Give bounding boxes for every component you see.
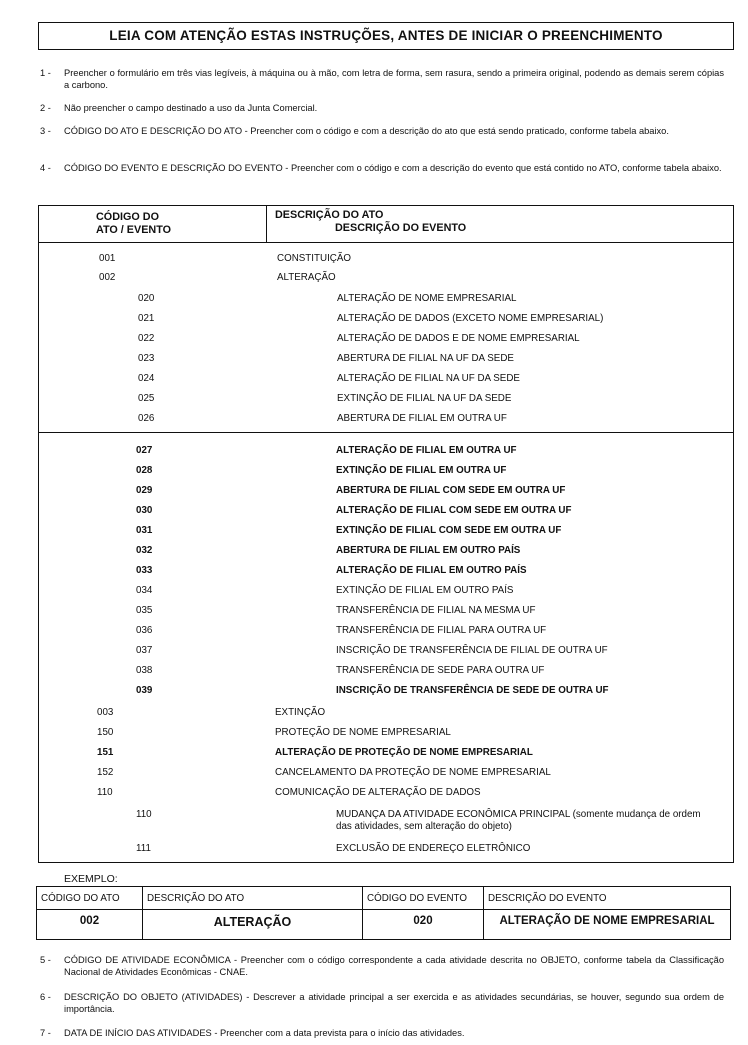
table-row <box>39 622 733 640</box>
table-row <box>39 370 733 388</box>
instruction-text: DATA DE INÍCIO DAS ATIVIDADES - Preencher com a data prevista para o início das atividades. <box>64 1028 465 1038</box>
instruction-number: 6 - <box>40 992 51 1002</box>
row-code: 028 <box>136 465 153 476</box>
row-description: INSCRIÇÃO DE TRANSFERÊNCIA DE SEDE DE OUTRA UF <box>336 685 609 696</box>
header-code-line2: ATO / EVENTO <box>96 224 171 236</box>
row-code: 020 <box>138 293 155 304</box>
example-header: DESCRIÇÃO DO ATO <box>147 893 245 904</box>
row-code: 001 <box>99 253 116 264</box>
instruction-text: Não preencher o campo destinado a uso da Junta Comercial. <box>64 103 318 113</box>
example-header: CÓDIGO DO ATO <box>41 893 120 904</box>
instruction-item <box>40 163 730 175</box>
row-description: EXTINÇÃO <box>275 707 326 718</box>
table-row <box>39 330 733 348</box>
row-description: EXCLUSÃO DE ENDEREÇO ELETRÔNICO <box>336 843 531 854</box>
example-header: DESCRIÇÃO DO EVENTO <box>488 893 607 904</box>
instruction-number: 4 - <box>40 163 51 173</box>
table-row <box>39 682 733 700</box>
table-row <box>39 784 733 802</box>
row-description: EXTINÇÃO DE FILIAL EM OUTRO PAÍS <box>336 585 514 596</box>
table-row <box>39 840 733 858</box>
row-code: 025 <box>138 393 155 404</box>
instruction-item <box>40 992 730 1015</box>
row-description: ABERTURA DE FILIAL COM SEDE EM OUTRA UF <box>336 485 566 496</box>
table-row <box>39 744 733 762</box>
table-row <box>39 390 733 408</box>
table-divider <box>39 432 733 433</box>
header-code-line1: CÓDIGO DO <box>96 211 159 223</box>
table-row <box>39 442 733 460</box>
table-row <box>39 350 733 368</box>
row-description: ALTERAÇÃO DE FILIAL EM OUTRO PAÍS <box>336 565 527 576</box>
instruction-item <box>40 103 730 115</box>
row-description: TRANSFERÊNCIA DE FILIAL PARA OUTRA UF <box>336 625 547 636</box>
row-description: TRANSFERÊNCIA DE FILIAL NA MESMA UF <box>336 605 536 616</box>
table-row <box>39 662 733 680</box>
example-col-code-ato <box>37 887 143 939</box>
instruction-text: CÓDIGO DO ATO E DESCRIÇÃO DO ATO - Preencher com o código e com a descrição do ato que está sendo praticado, conforme tabela abaixo. <box>64 126 669 136</box>
example-table <box>36 886 731 940</box>
header-desc <box>275 209 466 235</box>
row-code: 035 <box>136 605 153 616</box>
row-code: 150 <box>97 727 114 738</box>
row-code: 038 <box>136 665 153 676</box>
table-row <box>39 410 733 428</box>
table-row <box>39 764 733 782</box>
table-divider <box>39 242 733 243</box>
instruction-text: CÓDIGO DO EVENTO E DESCRIÇÃO DO EVENTO - Preencher com o código e com a descrição do evento que está contido no ATO, conforme tabela abaixo. <box>64 163 722 173</box>
table-row <box>39 250 733 268</box>
row-description: ALTERAÇÃO <box>277 272 336 283</box>
row-code: 027 <box>136 445 153 456</box>
page-title: LEIA COM ATENÇÃO ESTAS INSTRUÇÕES, ANTES DE INICIAR O PREENCHIMENTO <box>38 22 734 50</box>
header-desc-line1: DESCRIÇÃO DO ATO <box>275 209 384 221</box>
row-description: ALTERAÇÃO DE NOME EMPRESARIAL <box>337 293 517 304</box>
instruction-number: 3 - <box>40 126 51 136</box>
row-code: 021 <box>138 313 155 324</box>
example-value: 020 <box>413 915 433 927</box>
table-row <box>39 724 733 742</box>
example-value: ALTERAÇÃO DE NOME EMPRESARIAL <box>499 915 715 927</box>
row-description: EXTINÇÃO DE FILIAL NA UF DA SEDE <box>337 393 512 404</box>
row-description: ABERTURA DE FILIAL EM OUTRO PAÍS <box>336 545 521 556</box>
instruction-number: 2 - <box>40 103 51 113</box>
table-row <box>39 502 733 520</box>
row-code: 026 <box>138 413 155 424</box>
instruction-item <box>40 126 730 138</box>
instruction-number: 1 - <box>40 68 51 78</box>
row-code: 110 <box>136 809 152 820</box>
table-row <box>39 310 733 328</box>
table-row <box>39 290 733 308</box>
instruction-number: 5 - <box>40 955 51 965</box>
row-description: ALTERAÇÃO DE FILIAL NA UF DA SEDE <box>337 373 520 384</box>
row-description: EXTINÇÃO DE FILIAL EM OUTRA UF <box>336 465 507 476</box>
row-description: PROTEÇÃO DE NOME EMPRESARIAL <box>275 727 451 738</box>
row-code: 110 <box>97 787 113 798</box>
row-code: 152 <box>97 767 114 778</box>
row-code: 023 <box>138 353 155 364</box>
row-code: 034 <box>136 585 153 596</box>
instruction-item <box>40 955 730 978</box>
table-row <box>39 704 733 722</box>
row-code: 031 <box>136 525 153 536</box>
row-description: EXTINÇÃO DE FILIAL COM SEDE EM OUTRA UF <box>336 525 562 536</box>
table-row <box>39 542 733 560</box>
codes-table <box>38 205 734 863</box>
row-description: ALTERAÇÃO DE FILIAL EM OUTRA UF <box>336 445 517 456</box>
instruction-item <box>40 1028 730 1040</box>
table-row <box>39 562 733 580</box>
instruction-text: DESCRIÇÃO DO OBJETO (ATIVIDADES) - Descrever a atividade principal a ser exercida e as atividades secundárias, se houver, segundo sua ordem de importância. <box>64 992 724 1014</box>
table-divider <box>266 206 267 242</box>
row-description: INSCRIÇÃO DE TRANSFERÊNCIA DE FILIAL DE OUTRA UF <box>336 645 608 656</box>
example-col-desc-evento <box>484 887 730 939</box>
row-description: TRANSFERÊNCIA DE SEDE PARA OUTRA UF <box>336 665 545 676</box>
instruction-item <box>40 68 730 91</box>
table-row <box>39 582 733 600</box>
row-code: 002 <box>99 272 116 283</box>
table-row <box>39 602 733 620</box>
example-value: 002 <box>79 915 100 927</box>
row-description: ALTERAÇÃO DE DADOS E DE NOME EMPRESARIAL <box>337 333 580 344</box>
table-row <box>39 522 733 540</box>
table-row <box>39 482 733 500</box>
row-code: 003 <box>97 707 114 718</box>
header-desc-line2: DESCRIÇÃO DO EVENTO <box>335 222 467 234</box>
example-col-code-evento <box>363 887 484 939</box>
table-row <box>39 462 733 480</box>
row-code: 032 <box>136 545 153 556</box>
row-code: 036 <box>136 625 153 636</box>
row-description: MUDANÇA DA ATIVIDADE ECONÔMICA PRINCIPAL (somente mudança de ordem das atividades, sem alteração do objeto) <box>336 809 701 832</box>
row-description: ALTERAÇÃO DE DADOS (EXCETO NOME EMPRESARIAL) <box>337 313 604 324</box>
row-code: 111 <box>136 843 151 854</box>
instruction-text: Preencher o formulário em três vias legíveis, à máquina ou à mão, com letra de forma, sem rasura, sendo a primeira original, podendo as demais serem cópias a carbono. <box>64 68 724 90</box>
row-code: 022 <box>138 333 155 344</box>
row-description: ABERTURA DE FILIAL NA UF DA SEDE <box>337 353 514 364</box>
table-row <box>39 642 733 660</box>
example-value: ALTERAÇÃO <box>213 915 292 929</box>
row-description: ALTERAÇÃO DE FILIAL COM SEDE EM OUTRA UF <box>336 505 572 516</box>
row-code: 151 <box>97 747 114 758</box>
example-title: EXEMPLO: <box>64 873 118 885</box>
row-code: 030 <box>136 505 153 516</box>
row-code: 024 <box>138 373 155 384</box>
row-code: 039 <box>136 685 153 696</box>
table-row <box>39 806 733 834</box>
row-code: 033 <box>136 565 153 576</box>
row-code: 037 <box>136 645 153 656</box>
table-row <box>39 269 733 287</box>
row-description: ABERTURA DE FILIAL EM OUTRA UF <box>337 413 507 424</box>
row-code: 029 <box>136 485 153 496</box>
row-description: CANCELAMENTO DA PROTEÇÃO DE NOME EMPRESARIAL <box>275 767 551 778</box>
row-description: ALTERAÇÃO DE PROTEÇÃO DE NOME EMPRESARIAL <box>275 747 533 758</box>
row-description: COMUNICAÇÃO DE ALTERAÇÃO DE DADOS <box>275 787 481 798</box>
example-col-desc-ato <box>143 887 363 939</box>
header-code <box>96 211 171 237</box>
example-header: CÓDIGO DO EVENTO <box>367 893 467 904</box>
row-description: CONSTITUIÇÃO <box>277 253 352 264</box>
instruction-text: CÓDIGO DE ATIVIDADE ECONÔMICA - Preencher com o código correspondente a cada atividade descrita no OBJETO, conforme tabela da Classificação Nacional de Atividades Econômicas - CNAE. <box>64 955 724 977</box>
instruction-number: 7 - <box>40 1028 51 1038</box>
